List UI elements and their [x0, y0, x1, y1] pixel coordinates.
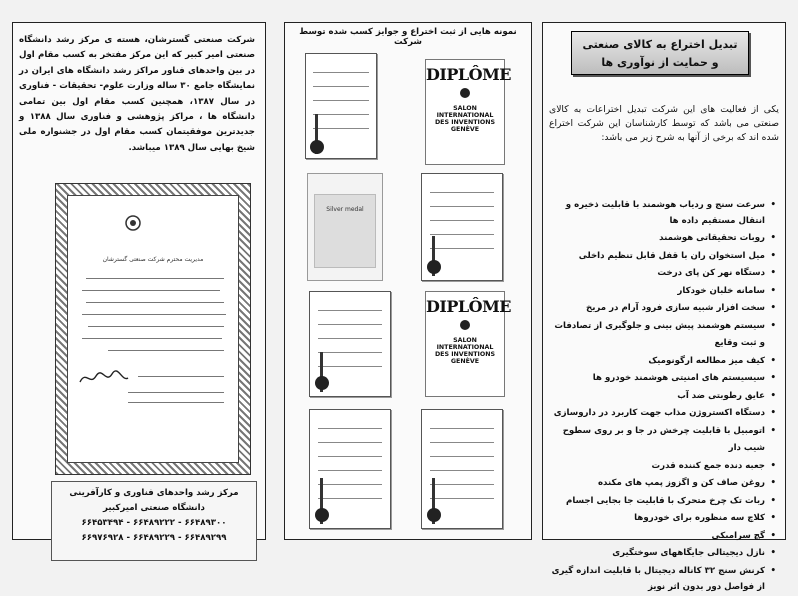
left-panel	[12, 22, 266, 543]
patents-section-title: نمونه هایی از ثبت اختراع و جوایز کسب شده توسط شرکت	[299, 27, 517, 47]
list-item: • سخت افزار شبیه سازی فرود آرام در مریخ	[549, 300, 765, 318]
list-item: • روغن صاف کن و اگزوز پمپ های مکنده	[549, 475, 765, 493]
list-item: • گچ سرامیکی	[549, 528, 765, 546]
medal-label: Silver medal	[326, 206, 364, 213]
middle-panel	[284, 22, 532, 540]
list-item: • سیسیستم های امنیتی هوشمند خودرو ها	[549, 370, 765, 388]
diploma-heading: DIPLÔME	[426, 65, 511, 84]
right-panel	[542, 22, 786, 592]
list-item: • سیستم هوشمند پیش بینی و جلوگیری از تصادفات و ثبت وقایع	[549, 318, 765, 353]
university-name: دانشگاه صنعتی امیرکبیر	[103, 503, 205, 513]
contact-box	[51, 481, 257, 561]
list-item: • کلاچ سه منظوره برای خودروها	[549, 510, 765, 528]
appreciation-certificate	[55, 183, 251, 475]
section-title-line1: تبدیل اختراع به کالای صنعتی	[582, 38, 738, 51]
phone-numbers-2: ۶۶۴۸۹۲۹۹ - ۶۶۴۸۹۲۲۹ - ۶۶۹۷۶۹۲۸	[81, 533, 227, 543]
list-item: • دستگاه نهر کن پای درخت	[549, 265, 765, 283]
patent-certificate	[309, 409, 391, 529]
list-item: • نازل دیجیتالی جایگاههای سوختگیری	[549, 545, 765, 563]
list-item: • اتومبیل با قابلیت چرخش در جا و بر روی سطوح شیب دار	[549, 423, 765, 458]
list-item: • میل استخوان ران با قفل قابل تنظیم داخلی	[549, 248, 765, 266]
patent-certificate	[421, 409, 503, 529]
list-item: • سامانه خلبان خودکار	[549, 283, 765, 301]
intro-paragraph: یکی از فعالیت های این شرکت تبدیل اختراعات به کالای صنعتی می باشد که توسط کارشناسان این شرکت اختراع شده اند که برخی از آنها به شرح زیر می باشد:	[549, 104, 779, 144]
patent-certificate	[421, 173, 503, 281]
list-item: • کرنش سنج ۳۲ کاناله دیجیتال با قابلیت اندازه گیری از فواصل دور بدون اثر نویز	[549, 563, 765, 595]
list-item: • کیف میز مطالعه ارگونومیک	[549, 353, 765, 371]
university-emblem-icon	[124, 214, 142, 232]
list-item: • ربات تک چرخ متحرک با قابلیت جا بجایی اجسام	[549, 493, 765, 511]
signature	[78, 368, 130, 388]
list-item: • روبات تحقیقاتی هوشمند	[549, 230, 765, 248]
silver-medal-certificate	[307, 173, 383, 281]
diploma-seal-icon	[460, 88, 470, 98]
diploma-seal-icon	[460, 320, 470, 330]
list-item: • جعبه دنده جمع کننده قدرت	[549, 458, 765, 476]
certificate-heading: مدیریت محترم شرکت صنعتی گسترشان	[102, 256, 204, 263]
phone-numbers-1: ۶۶۴۸۹۳۰۰ - ۶۶۴۸۹۲۲۲ - ۶۶۴۵۳۴۹۴	[81, 518, 227, 528]
company-achievements-text: شرکت صنعتی گسترشان، هسته ی مرکز رشد دانشگاه صنعتی امیر کبیر که این مرکز مفتخر به کسب مقام اول در بین واحدهای فناور مراکز رشد دانشگاه های ایران در نمایشگاه جامع ۳۰ ساله وزارت علوم- تحقیقات - فناوری در سال ۱۳۸۷، همچنین کسب مقام اول بین تمامی دانشگاه ها ، مراکز پژوهشی و فناوری سال ۱۳۸۸ و جدیدترین موفقیتمان کسب مقام اول در جشنواره ملی شیخ بهایی سال ۱۳۸۹ میباشد.	[19, 35, 255, 153]
section-title-box	[571, 31, 749, 75]
inventions-list	[549, 197, 777, 596]
geneva-diploma: DIPLÔME SALON INTERNATIONAL DES INVENTIONS GENÈVE	[425, 291, 505, 397]
list-item: • دستگاه اکستروژن مذاب جهت کاربرد در داروسازی	[549, 405, 765, 423]
patent-certificate	[305, 53, 377, 159]
list-item: • سرعت سنج و ردیاب هوشمند با قابلیت ذخیره و انتقال مستقیم داده ها	[549, 197, 765, 229]
list-item: • عایق رطوبتی ضد آب	[549, 388, 765, 406]
geneva-diploma: DIPLÔME SALON INTERNATIONAL DES INVENTIONS GENÈVE	[425, 59, 505, 165]
section-title-line2: و حمایت از نوآوری ها	[601, 56, 719, 69]
incubator-name: مرکز رشد واحدهای فناوری و کارآفرینی	[69, 488, 239, 498]
patent-certificate	[309, 291, 391, 397]
